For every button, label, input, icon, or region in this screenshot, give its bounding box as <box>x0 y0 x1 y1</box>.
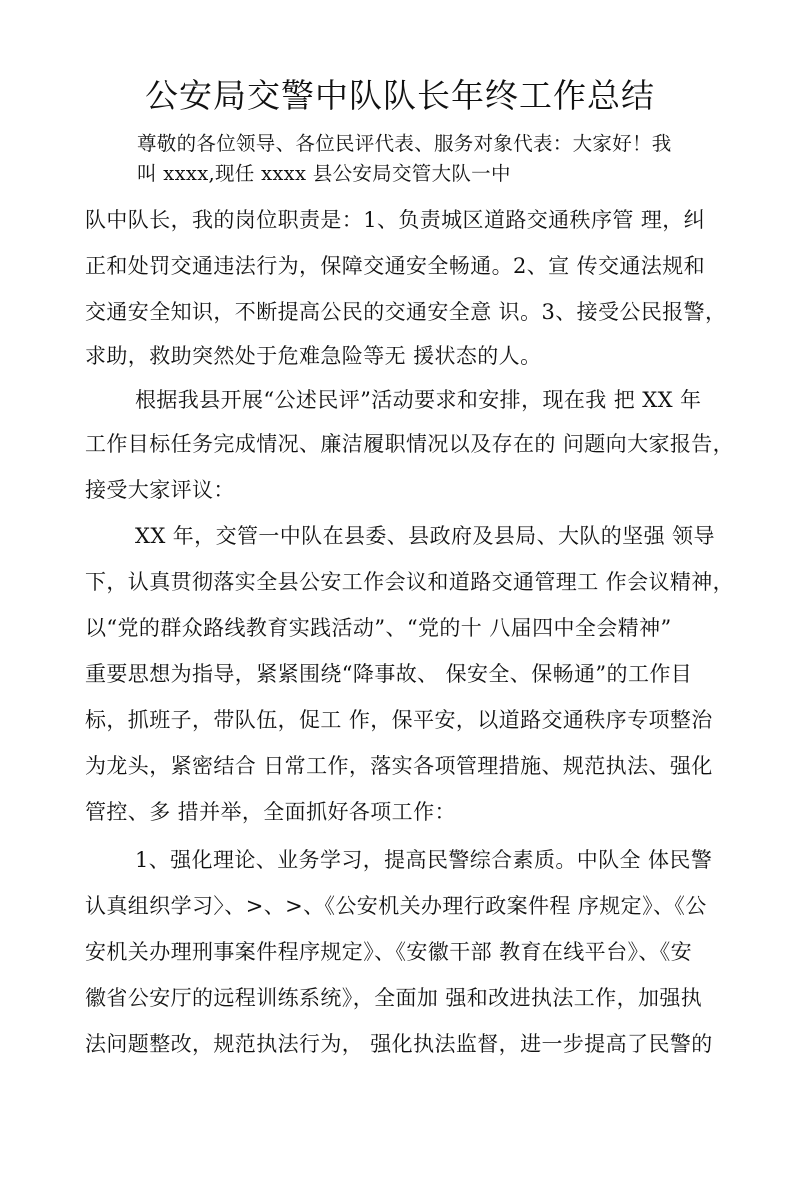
text-line: 叫 xxxx,现任 xxxx 县公安局交管大队一中 <box>137 162 511 185</box>
text-line: 尊敬的各位领导、各位民评代表、服务对象代表：大家好！我 <box>137 132 672 155</box>
text-line: 标，抓班子，带队伍，促工 作，保平安，以道路交通秩序专项整治 <box>85 708 713 732</box>
text-line: 管控、多 措并举，全面抓好各项工作： <box>85 800 456 824</box>
text-line: 以“党的群众路线教育实践活动”、“党的十 八届四中全会精神” <box>85 616 672 640</box>
text-line: 队中队长，我的岗位职责是：1、负责城区道路交通秩序管 理，纠 <box>85 208 706 232</box>
text-line: 认真组织学习〉、>、>、《公安机关办理行政案件程 序规定》、《公 <box>85 894 707 918</box>
text-line: 下，认真贯彻落实全县公安工作会议和道路交通管理工 作会议精神， <box>85 570 735 594</box>
text-line: 法问题整改，规范执法行为， 强化执法监督，进一步提高了民警的 <box>85 1032 713 1056</box>
text-line: 求助，救助突然处于危难急险等无 援状态的人。 <box>85 344 542 368</box>
text-line: 正和处罚交通违法行为，保障交通安全畅通。2、宣 传交通法规和 <box>85 254 706 278</box>
text-line: 徽省公安厅的远程训练系统》，全面加 强和改进执法工作，加强执 <box>85 986 703 1010</box>
text-line: XX 年，交管一中队在县委、县政府及县局、大队的坚强 领导 <box>135 524 715 548</box>
text-line: 工作目标任务完成情况、廉洁履职情况以及存在的 问题向大家报告， <box>85 432 735 456</box>
text-line: 接受大家评议： <box>85 478 235 502</box>
text-line: 重要思想为指导，紧紧围绕“降事故、 保安全、保畅通”的工作目 <box>85 662 693 686</box>
text-line: 根据我县开展“公述民评”活动要求和安排，现在我 把 XX 年 <box>135 388 702 412</box>
document-title: 公安局交警中队队长年终工作总结 <box>145 76 655 115</box>
text-line: 交通安全知识，不断提高公民的交通安全意 识。3、接受公民报警， <box>85 300 727 324</box>
text-line: 为龙头，紧密结合 日常工作，落实各项管理措施、规范执法、强化 <box>85 754 713 778</box>
text-line: 安机关办理刑事案件程序规定》、《安徽干部 教育在线平台》、《安 <box>85 940 693 964</box>
text-line: 1、强化理论、业务学习，提高民警综合素质。中队全 体民警 <box>135 848 713 872</box>
